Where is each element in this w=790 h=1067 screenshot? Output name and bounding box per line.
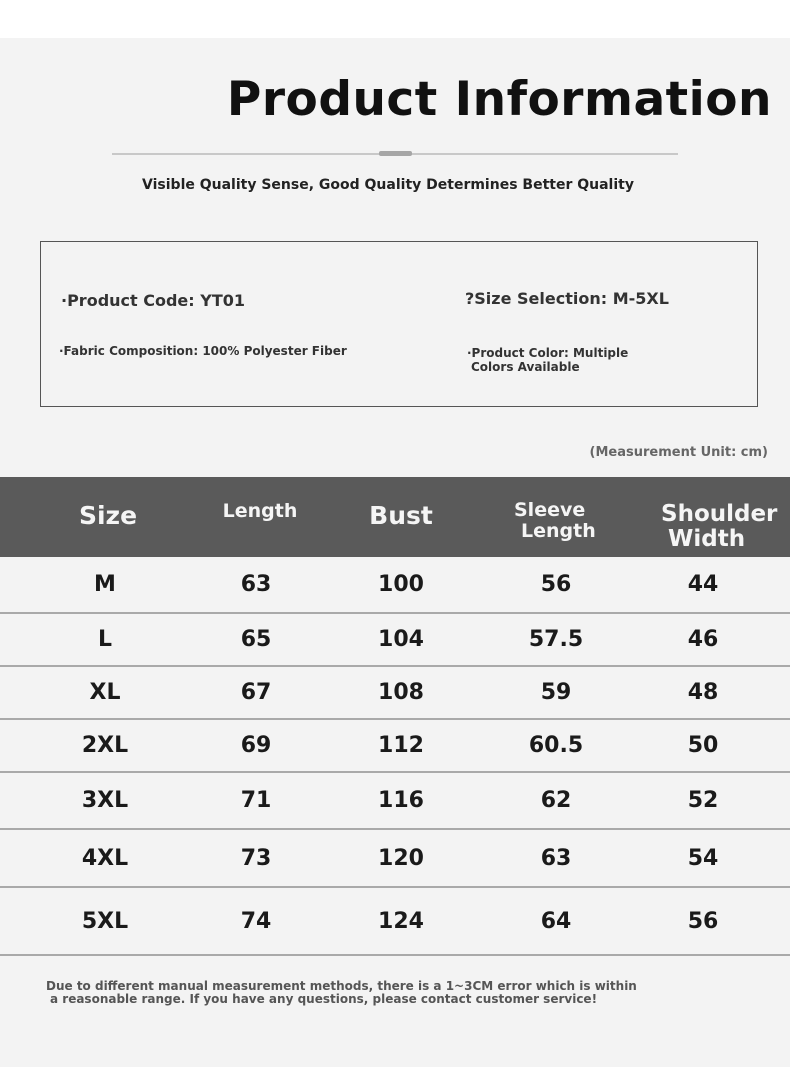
cell-shoulder: 44 xyxy=(687,572,719,597)
cell-length: 71 xyxy=(240,788,272,813)
cell-length: 73 xyxy=(240,845,272,871)
header-length: Length xyxy=(222,500,298,522)
footnote-line2: a reasonable range. If you have any questions, please contact customer service! xyxy=(50,992,598,1006)
table-row xyxy=(0,888,790,956)
cell-bust: 124 xyxy=(378,908,424,934)
measurement-unit: (Measurement Unit: cm) xyxy=(589,445,768,460)
header-size: Size xyxy=(78,501,138,530)
cell-shoulder: 50 xyxy=(687,733,719,758)
header-bust: Bust xyxy=(369,501,433,530)
size-selection: ?Size Selection: M-5XL xyxy=(465,289,669,308)
table-row xyxy=(0,720,790,773)
cell-bust: 100 xyxy=(378,572,424,597)
page-subtitle: Visible Quality Sense, Good Quality Determines Better Quality xyxy=(142,177,634,193)
cell-length: 74 xyxy=(240,908,272,934)
cell-size: M xyxy=(94,572,116,597)
cell-length: 65 xyxy=(240,627,272,652)
cell-size: 4XL xyxy=(81,845,129,871)
cell-bust: 108 xyxy=(378,680,424,705)
cell-sleeve: 63 xyxy=(540,845,572,871)
cell-size: L xyxy=(97,627,113,652)
cell-length: 63 xyxy=(240,572,272,597)
cell-sleeve: 56 xyxy=(540,572,572,597)
cell-bust: 116 xyxy=(378,788,424,813)
cell-shoulder: 56 xyxy=(687,908,719,934)
fabric-composition: ·Fabric Composition: 100% Polyester Fiber xyxy=(59,344,347,358)
cell-size: 2XL xyxy=(81,733,129,758)
header-sleeve-line2: Length xyxy=(521,520,596,542)
cell-length: 69 xyxy=(240,733,272,758)
cell-bust: 104 xyxy=(378,627,424,652)
product-color-line1: ·Product Color: Multiple xyxy=(467,346,629,360)
cell-sleeve: 59 xyxy=(540,680,572,705)
cell-sleeve: 57.5 xyxy=(528,627,584,652)
cell-sleeve: 60.5 xyxy=(528,733,584,758)
measurement-footnote xyxy=(46,980,637,1006)
cell-shoulder: 48 xyxy=(687,680,719,705)
cell-shoulder: 52 xyxy=(687,788,719,813)
product-color-line2: Colors Available xyxy=(471,360,580,374)
table-row xyxy=(0,773,790,830)
cell-size: XL xyxy=(89,680,121,705)
table-row xyxy=(0,557,790,614)
header-shoulder-line2: Width xyxy=(668,526,746,552)
page-title: Product Information xyxy=(226,72,772,127)
cell-sleeve: 62 xyxy=(540,788,572,813)
cell-shoulder: 54 xyxy=(687,845,719,871)
table-row xyxy=(0,614,790,667)
cell-bust: 112 xyxy=(378,733,424,758)
header-sleeve-line1: Sleeve xyxy=(514,499,586,521)
header-sleeve-length xyxy=(496,501,618,541)
divider-knob xyxy=(379,151,412,156)
cell-sleeve: 64 xyxy=(540,908,572,934)
cell-size: 5XL xyxy=(81,908,129,934)
header-shoulder-width xyxy=(658,503,790,551)
size-table-body xyxy=(0,557,790,956)
cell-bust: 120 xyxy=(378,845,424,871)
header-shoulder-line1: Shoulder xyxy=(661,501,778,527)
footnote-line1: Due to different manual measurement methods, there is a 1~3CM error which is within xyxy=(46,979,637,993)
table-row xyxy=(0,667,790,720)
cell-size: 3XL xyxy=(81,788,129,813)
product-code: ·Product Code: YT01 xyxy=(61,291,246,310)
cell-shoulder: 46 xyxy=(687,627,719,652)
product-color xyxy=(467,346,628,374)
table-row xyxy=(0,830,790,888)
cell-length: 67 xyxy=(240,680,272,705)
product-info-box xyxy=(40,241,758,407)
size-table-header xyxy=(0,477,790,557)
